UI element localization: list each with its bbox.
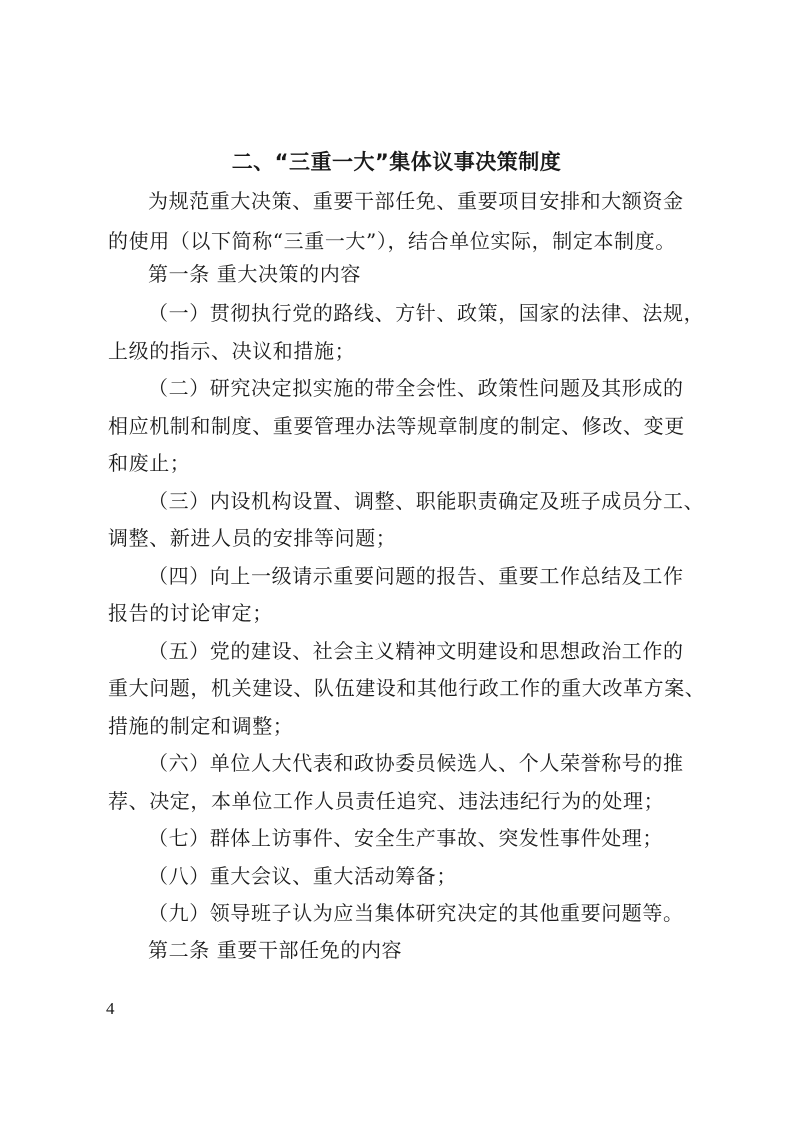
article-heading: 第一条 重大决策的内容 xyxy=(148,262,361,286)
paragraph-line: （三）内设机构设置、调整、职能职责确定及班子成员分工、 xyxy=(148,489,705,513)
paragraph-line: （四）向上一级请示重要问题的报告、重要工作总结及工作 xyxy=(148,564,684,588)
section-title: 二、“三重一大”集体议事决策制度 xyxy=(231,150,562,174)
article-heading: 第二条 重要干部任免的内容 xyxy=(148,938,403,962)
paragraph-line: 措施的制定和调整； xyxy=(108,714,294,738)
paragraph-line: 荐、决定，本单位工作人员责任追究、违法违纪行为的处理； xyxy=(108,789,665,813)
paragraph-line: （六）单位人大代表和政协委员候选人、个人荣誉称号的推 xyxy=(148,751,684,775)
paragraph-line: （七）群体上访事件、安全生产事故、突发性事件处理； xyxy=(148,826,663,850)
paragraph-line: （一）贯彻执行党的路线、方针、政策，国家的法律、法规， xyxy=(148,301,705,325)
paragraph-line: （二）研究决定拟实施的带全会性、政策性问题及其形成的 xyxy=(148,376,684,400)
paragraph-line: （八）重大会议、重大活动筹备； xyxy=(148,864,457,888)
paragraph-line: （五）党的建设、社会主义精神文明建设和思想政治工作的 xyxy=(148,639,684,663)
paragraph-line: 调整、新进人员的安排等问题； xyxy=(108,526,397,550)
paragraph-line: 上级的指示、决议和措施； xyxy=(108,339,356,363)
paragraph-line: （九）领导班子认为应当集体研究决定的其他重要问题等。 xyxy=(148,901,684,925)
paragraph-line: 相应机制和制度、重要管理办法等规章制度的制定、修改、变更 xyxy=(108,414,685,438)
paragraph-line: 报告的讨论审定； xyxy=(108,601,273,625)
page-number: 4 xyxy=(106,999,115,1018)
paragraph-line: 的使用（以下简称“三重一大”），结合单位实际，制定本制度。 xyxy=(108,229,676,253)
paragraph-line: 重大问题，机关建设、队伍建设和其他行政工作的重大改革方案、 xyxy=(108,676,706,700)
paragraph-line: 和废止； xyxy=(108,451,191,475)
paragraph-line: 为规范重大决策、重要干部任免、重要项目安排和大额资金 xyxy=(148,189,684,213)
